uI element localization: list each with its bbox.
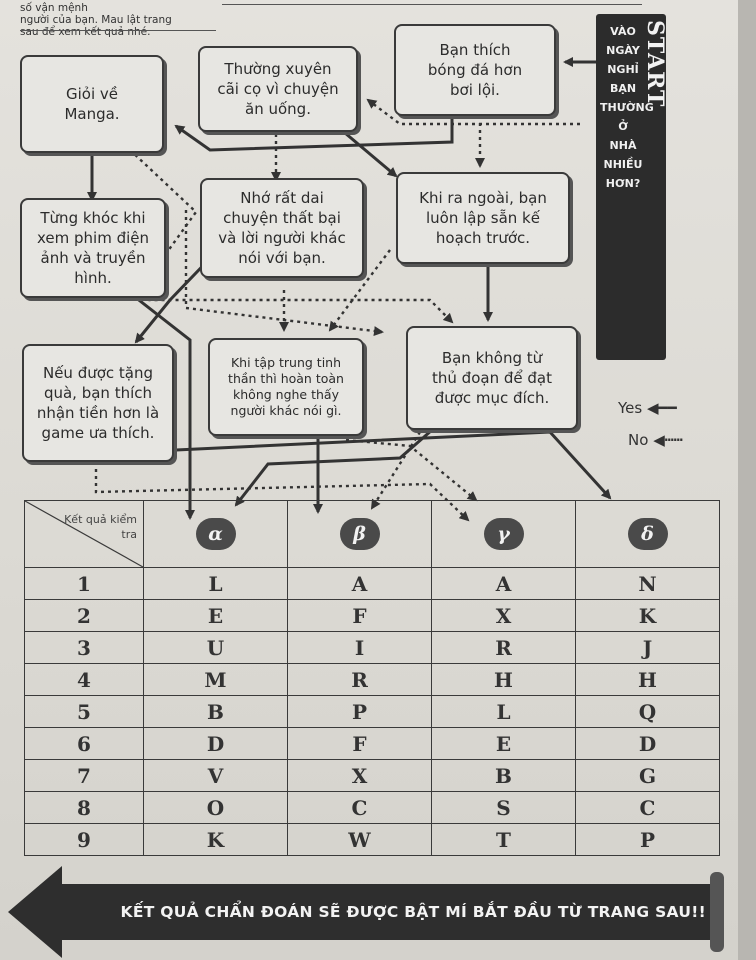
row-number: 6 [25,728,144,760]
cell: M [144,664,288,696]
cell: S [432,792,576,824]
cell: H [432,664,576,696]
cell: C [576,792,720,824]
cell: N [576,568,720,600]
start-label: START [642,20,668,108]
cell: O [144,792,288,824]
cell: B [432,760,576,792]
alpha-badge: α [196,518,236,550]
question-manga: Giỏi về Manga. [20,55,164,153]
column-beta [288,501,432,568]
column-alpha [144,501,288,568]
cell: X [288,760,432,792]
cell: U [144,632,288,664]
cell: P [288,696,432,728]
footer-text: KẾT QUẢ CHẨN ĐOÁN SẼ ĐƯỢC BẬT MÍ BẮT ĐẦU TỪ TRANG SAU!! [120,903,706,921]
cell: K [576,600,720,632]
question-means: Bạn không từ thủ đoạn để đạt được mục đích. [406,326,578,430]
beta-badge: β [340,518,380,550]
row-number: 8 [25,792,144,824]
column-gamma [432,501,576,568]
cell: R [288,664,432,696]
question-remember: Nhớ rất dai chuyện thất bại và lời người khác nói với bạn. [200,178,364,278]
cell: K [144,824,288,856]
cell: E [432,728,576,760]
cell: R [432,632,576,664]
legend-yes-label: Yes [618,399,643,417]
cell: T [432,824,576,856]
row-number: 2 [25,600,144,632]
table-row [25,760,720,792]
banner-cap [710,872,724,952]
intro-text: số vận mệnh người của bạn. Mau lật trang sau để xem kết quả nhé. [20,2,172,38]
cell: D [144,728,288,760]
start-question: VÀO NGÀY NGHỈ BẠN THƯỜNG Ở NHÀ NHIỀU HƠN? [600,25,654,190]
table-row [25,632,720,664]
table-row [25,824,720,856]
book-spine [738,0,756,960]
cell: P [576,824,720,856]
question-football: Bạn thích bóng đá hơn bơi lội. [394,24,556,116]
solid-arrow-icon: ◀━━ [647,399,677,417]
cell: B [144,696,288,728]
cell: A [288,568,432,600]
row-number: 9 [25,824,144,856]
table-corner-label-top: Kết quả kiểm [64,513,137,526]
legend-yes [618,399,677,417]
cell: X [432,600,576,632]
cell: E [144,600,288,632]
cell: Q [576,696,720,728]
question-focus: Khi tập trung tinh thần thì hoàn toàn không nghe thấy người khác nói gì. [208,338,364,436]
table-header-row [25,501,720,568]
divider [222,4,642,5]
cell: F [288,600,432,632]
cell: D [576,728,720,760]
table-row [25,664,720,696]
gamma-badge: γ [484,518,524,550]
divider [20,30,216,31]
cell: F [288,728,432,760]
cell: I [288,632,432,664]
cell: L [432,696,576,728]
column-delta [576,501,720,568]
row-number: 3 [25,632,144,664]
question-gift: Nếu được tặng quà, bạn thích nhận tiền hơn là game ưa thích. [22,344,174,462]
legend-no-label: No [628,431,649,449]
dotted-arrow-icon: ◀┅┅ [653,431,683,449]
table-row [25,600,720,632]
question-cried: Từng khóc khi xem phim điện ảnh và truyền hình. [20,198,166,298]
row-number: 4 [25,664,144,696]
question-eating: Thường xuyên cãi cọ vì chuyện ăn uống. [198,46,358,132]
table-row [25,728,720,760]
result-table [24,500,720,856]
cell: V [144,760,288,792]
cell: A [432,568,576,600]
cell: W [288,824,432,856]
table-row [25,696,720,728]
delta-badge: δ [628,518,668,550]
row-number: 1 [25,568,144,600]
question-plan: Khi ra ngoài, bạn luôn lập sẵn kế hoạch trước. [396,172,570,264]
cell: H [576,664,720,696]
row-number: 5 [25,696,144,728]
table-corner-label-bottom: tra [121,528,137,541]
cell: J [576,632,720,664]
footer-banner [40,884,720,940]
cell: G [576,760,720,792]
cell: C [288,792,432,824]
table-row [25,568,720,600]
table-corner-cell [25,501,144,568]
cell: L [144,568,288,600]
row-number: 7 [25,760,144,792]
table-row [25,792,720,824]
legend-no [628,431,683,449]
